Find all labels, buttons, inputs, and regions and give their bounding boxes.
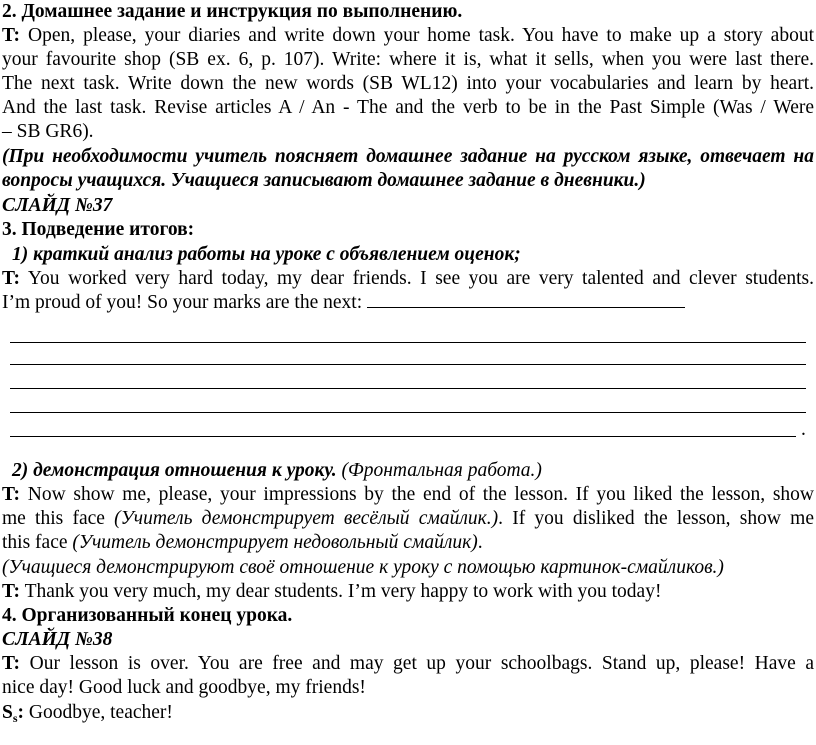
teacher-label: T:	[2, 653, 21, 674]
thanks-line	[2, 580, 661, 604]
section-3-item-1: 1) краткий анализ работы на уроке с объявлением оценок;	[12, 244, 521, 265]
closing-line-1	[2, 652, 814, 676]
section-4-heading: 4. Организованный конец урока.	[2, 605, 293, 626]
text: .	[477, 532, 483, 553]
teacher-label: T:	[2, 268, 21, 289]
homework-note-line-2: вопросы учащихся. Учащиеся записывают домашнее задание в дневники.)	[2, 170, 646, 191]
text: this face	[2, 532, 68, 553]
answer-period: .	[801, 419, 806, 440]
students-label	[2, 702, 24, 723]
item-2-note: (Фронтальная работа.)	[341, 460, 542, 481]
marks-blank	[367, 291, 685, 308]
answer-line-4	[10, 412, 806, 413]
section-2-heading: 2. Домашнее задание и инструкция по выполнению.	[2, 1, 463, 22]
teacher-label: T:	[2, 25, 21, 46]
teacher-label: T:	[2, 484, 21, 505]
impressions-line-2	[2, 507, 814, 531]
text: Now show me, please, your impressions by the end of the lesson. If you liked the lesson, show	[27, 484, 814, 505]
smiley-note-happy: (Учитель демонстрирует весёлый смайлик.)	[114, 508, 499, 529]
students-reply-line	[2, 701, 173, 730]
students-label-main: S	[2, 702, 13, 723]
text: me this face	[2, 508, 105, 529]
text: I’m proud of you! So your marks are the next:	[2, 292, 363, 313]
summary-line-1	[2, 267, 814, 291]
smiley-note-unhappy: (Учитель демонстрирует недовольный смайлик)	[72, 532, 478, 553]
text: Open, please, your diaries and write down your home task. You have to make up a story about	[28, 25, 814, 46]
answer-line-1	[10, 342, 806, 343]
section-3-item-2	[12, 459, 542, 483]
summary-line-2	[2, 291, 685, 315]
pupils-note: (Учащиеся демонстрируют своё отношение к уроку с помощью картинок-смайликов.)	[2, 557, 724, 578]
slide-37-label: СЛАЙД №37	[2, 195, 113, 216]
students-label-sub: s	[12, 711, 18, 725]
closing-line-2: nice day! Good luck and goodbye, my friends!	[2, 677, 366, 698]
homework-line-4: And the last task. Revise articles A / An - The and the verb to be in the Past Simple (Was / Were	[2, 97, 814, 118]
text: . If you disliked the lesson, show me	[498, 508, 814, 529]
answer-line-3	[10, 388, 806, 389]
homework-line-1	[2, 24, 814, 48]
homework-note-line-1: (При необходимости учитель поясняет домашнее задание на русском языке, отвечает на	[2, 146, 814, 167]
item-2-title: 2) демонстрация отношения к уроку.	[12, 460, 337, 481]
impressions-line-1	[2, 483, 814, 507]
section-3-heading: 3. Подведение итогов:	[2, 219, 195, 240]
text: Our lesson is over. You are free and may get up your schoolbags. Stand up, please! Have a	[29, 653, 815, 674]
text: Goodbye, teacher!	[28, 702, 173, 723]
answer-line-2	[10, 364, 806, 365]
answer-line-5	[10, 436, 796, 437]
impressions-line-3	[2, 531, 483, 555]
homework-line-3: The next task. Write down the new words (SB WL12) into your vocabularies and learn by heart.	[2, 73, 814, 94]
homework-line-5: – SB GR6).	[2, 121, 94, 142]
teacher-label: T:	[2, 581, 21, 602]
homework-line-2: your favourite shop (SB ex. 6, p. 107). Write: where it is, what it sells, when you were last there.	[2, 49, 814, 70]
text: You worked very hard today, my dear friends. I see you are very talented and clever students.	[27, 268, 814, 289]
slide-38-label: СЛАЙД №38	[2, 629, 113, 650]
students-label-colon: :	[17, 702, 25, 723]
text: Thank you very much, my dear students. I’m very happy to work with you today!	[24, 581, 662, 602]
